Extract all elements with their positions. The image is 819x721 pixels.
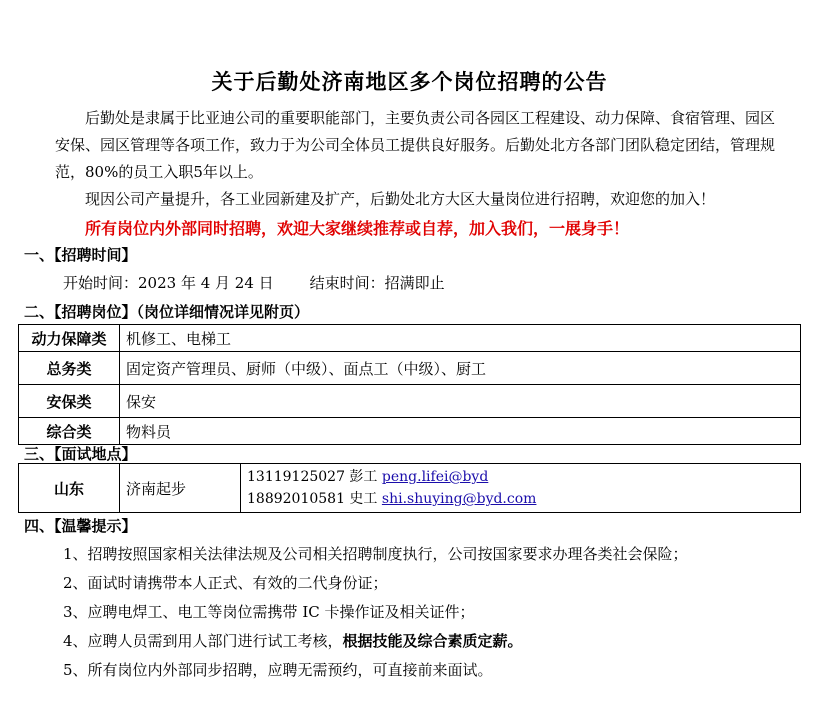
section-heading-location: 三、【面试地点】 xyxy=(24,445,137,463)
tip-text: 4、应聘人员需到用人部门进行试工考核， xyxy=(63,632,343,650)
table-row xyxy=(19,325,801,352)
section-heading-positions: 二、【招聘岗位】（岗位详细情况详见附页） xyxy=(24,303,310,321)
position-category: 综合类 xyxy=(19,418,120,445)
tip-item: 5、所有岗位内外部同步招聘，应聘无需预约，可直接前来面试。 xyxy=(63,661,493,679)
end-time: 结束时间：招满即止 xyxy=(309,274,445,292)
contact-phone-name: 18892010581 史工 xyxy=(247,491,378,507)
tip-item: 2、面试时请携带本人正式、有效的二代身份证； xyxy=(63,574,388,592)
contacts-cell xyxy=(241,464,801,513)
contact-entry xyxy=(247,466,794,488)
tip-item: 1、招聘按照国家相关法律法规及公司相关招聘制度执行，公司按国家要求办理各类社会保险； xyxy=(63,545,688,563)
page-title: 关于后勤处济南地区多个岗位招聘的公告 xyxy=(211,70,608,94)
contact-email-link[interactable]: shi.shuying@byd.com xyxy=(381,491,537,507)
contact-email-link[interactable]: peng.lifei@byd xyxy=(381,469,489,485)
tip-item xyxy=(63,627,688,656)
position-jobs: 机修工、电梯工 xyxy=(120,325,801,352)
table-row xyxy=(19,385,801,418)
table-row xyxy=(19,418,801,445)
position-category: 动力保障类 xyxy=(19,325,120,352)
section-heading-time: 一、【招聘时间】 xyxy=(24,246,137,264)
start-time: 开始时间：2023 年 4 月 24 日 xyxy=(63,274,274,292)
location-city: 济南起步 xyxy=(120,464,241,513)
location-table xyxy=(18,463,801,513)
position-jobs: 固定资产管理员、厨师（中级）、面点工（中级）、厨工 xyxy=(120,352,801,385)
contact-phone-name: 13119125027 彭工 xyxy=(247,469,378,485)
intro-paragraph-2: 现因公司产量提升，各工业园新建及扩产，后勤处北方大区大量岗位进行招聘，欢迎您的加入！ xyxy=(85,190,716,208)
tip-item: 3、应聘电焊工、电工等岗位需携带 IC 卡操作证及相关证件； xyxy=(63,603,475,621)
tips-list xyxy=(63,540,688,685)
section-heading-tips: 四、【温馨提示】 xyxy=(24,517,137,535)
contact-entry xyxy=(247,488,794,510)
location-province: 山东 xyxy=(19,464,120,513)
tip-bold-text: 根据技能及综合素质定薪。 xyxy=(342,632,523,650)
table-row xyxy=(19,352,801,385)
table-row xyxy=(19,464,801,513)
highlight-paragraph: 所有岗位内外部同时招聘，欢迎大家继续推荐或自荐，加入我们，一展身手！ xyxy=(85,219,630,238)
position-jobs: 保安 xyxy=(120,385,801,418)
position-jobs: 物料员 xyxy=(120,418,801,445)
position-category: 总务类 xyxy=(19,352,120,385)
position-category: 安保类 xyxy=(19,385,120,418)
intro-paragraph-1: 后勤处是隶属于比亚迪公司的重要职能部门，主要负责公司各园区工程建设、动力保障、食宿管理、园区安保、园区管理等各项工作，致力于为公司全体员工提供良好服务。后勤处北方各部门团队稳定团结，管理规范，80%的员工入职5年以上。 xyxy=(55,109,776,181)
recruit-time-row xyxy=(63,272,445,293)
positions-table xyxy=(18,324,801,445)
